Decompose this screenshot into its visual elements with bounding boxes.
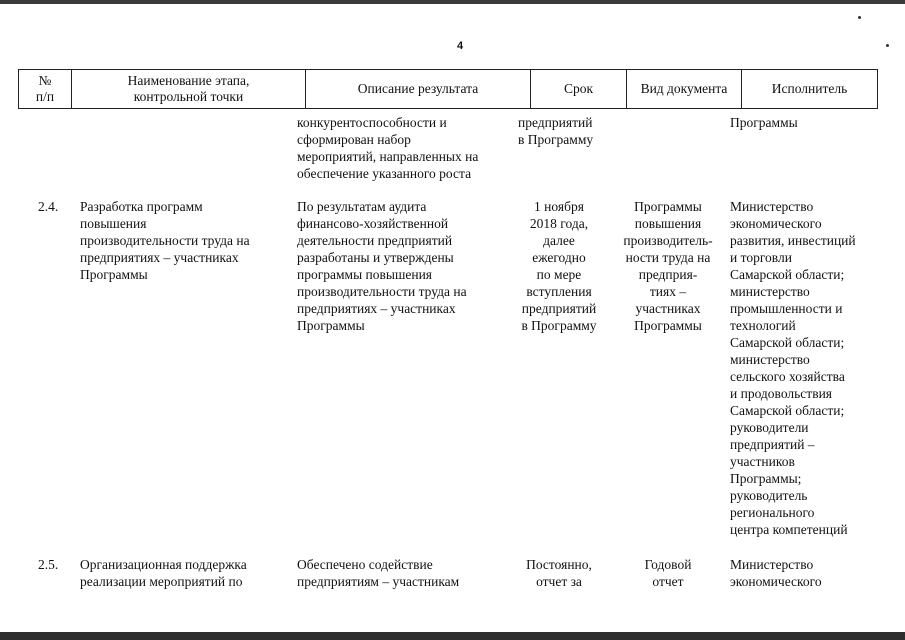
row-number: 2.5.: [38, 557, 59, 572]
scan-speck: [858, 16, 861, 19]
header-result: Описание результата: [305, 70, 530, 108]
row-result: Обеспечено содействие предприятиям – участникам: [297, 557, 460, 589]
table-header: [18, 69, 878, 109]
scan-top-edge: [0, 0, 905, 4]
row-result: По результатам аудита финансово-хозяйственной деятельности предприятий разработаны и утверждены программы повышения производительности труда на предприятиях – участниках Программы: [297, 199, 467, 333]
row-stage: Организационная поддержка реализации мероприятий по: [80, 557, 247, 589]
row-stage: Разработка программ повышения производительности труда на предприятиях – участниках Программы: [80, 199, 250, 282]
cont-result: конкурентоспособности и сформирован набор мероприятий, направленных на обеспечение указанного роста: [297, 115, 479, 181]
header-stage: Наименование этапа, контрольной точки: [71, 70, 305, 108]
scan-bottom-edge: [0, 632, 905, 640]
header-term: Срок: [530, 70, 626, 108]
row-executor: Министерство экономического: [730, 557, 822, 589]
row-term: Постоянно, отчет за: [526, 557, 592, 589]
row-doc: Годовой отчет: [644, 557, 692, 589]
row-doc: Программы повышения производитель- ности труда на предприя- тиях – участниках Программы: [623, 199, 713, 333]
scan-speck: [886, 44, 889, 47]
header-doc: Вид документа: [626, 70, 741, 108]
row-term: 1 ноября 2018 года, далее ежегодно по мере вступления предприятий в Программу: [521, 199, 597, 333]
row-number: 2.4.: [38, 199, 59, 214]
row-executor: Министерство экономического развития, инвестиций и торговли Самарской области; министерство промышленности и технологий Самарской области; министерство сельского хозяйства и продовольствия Самарской области; руководители предприятий – участников Программы; руководитель регионального центра компетенций: [730, 199, 856, 537]
cont-executor: Программы: [730, 115, 798, 130]
header-num: № п/п: [35, 73, 55, 104]
page-number: 4: [456, 40, 464, 52]
header-executor: Исполнитель: [741, 70, 877, 108]
cont-term: предприятий в Программу: [518, 115, 594, 147]
